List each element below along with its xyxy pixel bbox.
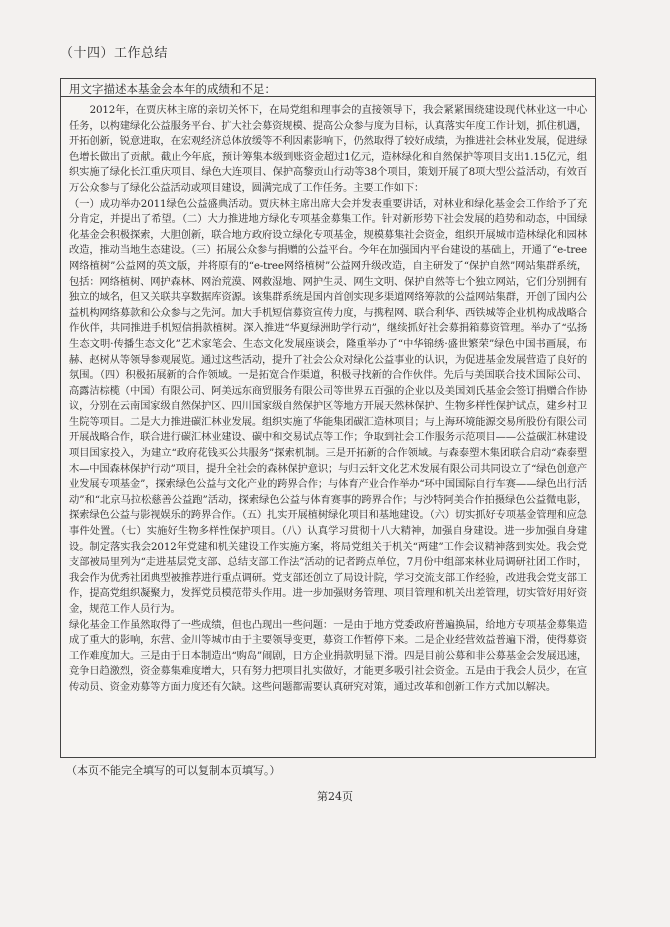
paragraph-problems: 绿化基金工作虽然取得了一些成绩，但也凸现出一些问题：一是由于地方党委政府普遍换届，给地方专项基金募集造成了重大的影响，东营、金川等城市由于主要领导变更，募资工作暂停下来。二是企业经营效益普遍下滑，使得募资工作难度加大。三是由于日本制造出“购岛”闹剧，日方企业捐款明显下滑。四是目前公募和非公募基金会发展迅速，竞争日趋激烈，资金募集难度增大，只有努力把项目扎实做好，才能更多吸引社会资金。五是由于我会人员少，在宣传动员、资金劝募等方面力度还有欠缺。这些问题都需要认真研究对策，通过改革和创新工作方式加以解决。 [69, 618, 587, 693]
summary-box [60, 78, 596, 758]
paragraph-intro: 2012年，在贾庆林主席的亲切关怀下，在局党组和理事会的直接领导下，我会紧紧围绕建设现代林业这一中心任务，以构建绿化公益服务平台、扩大社会募资规模、提高公众参与度为目标，认真落实年度工作计划，抓住机遇，开拓创新，锐意进取，在宏观经济总体放缓等不利因素影响下，仍然取得了较好成绩，为推进社会林业发展，促进绿色增长做出了贡献。截止今年底，预计筹集本级到账资金超过1亿元，造林绿化和自然保护等项目支出1.15亿元，组织实施了绿化长江重庆项目、绿色大连项目、保护高黎贡山行动等38个项目，策划开展了8项大型公益活动，有效百万公众参与了绿化公益活动或项目建设，圆满完成了工作任务。主要工作如下： [69, 104, 587, 194]
box-heading: 用文字描述本基金会本年的成绩和不足： [61, 79, 595, 97]
section-title: （十四）工作总结 [60, 46, 169, 61]
summary-body [61, 97, 595, 696]
page-number: 第24页 [317, 790, 353, 803]
paragraph-achievements: （一）成功举办2011绿色公益盛典活动。贾庆林主席出席大会并发表重要讲话，对林业和绿化基金会工作给予了充分肯定，并提出了希望。（二）大力推进地方绿化专项基金募集工作。针对新形势下社会发展的趋势和动态，中国绿化基金会积极探索，大胆创新，联合地方政府设立绿化专项基金，规模募集社会资金，组织开展城市造林绿化和园林改造，推动当地生态建设。（三）拓展公众参与捐赠的公益平台。今年在加强国内平台建设的基础上，开通了“e-tree网络植树”公益网的英文版，并将原有的“e-tree网络植树”公益网升级改造，自主研发了“保护自然”网站集群系统，包括：网络植树、网护森林、网治荒漠、网救湿地、网护生灵、网生文明、保护自然等七个独立网站，它们分别拥有独立的域名，但又关联共享数据库资源。该集群系统是国内首创实现多渠道网络筹款的公益网站集群，开创了国内公益机构网络募款和公众参与之先河。加大手机短信募资宣传力度，与携程网、联合利华、西铁城等企业机构成战略合作伙伴，共同推进手机短信捐款植树。深入推进“华夏绿洲助学行动”，继续抓好社会募捐箱募资管理。举办了“弘扬生态文明·传播生态文化”艺术家笔会、生态文化发展座谈会，隆重举办了“中华锦绣·盛世繁荣”绿色中国书画展，布赫、赵树从等领导参观展览。通过这些活动，提升了社会公众对绿化公益事业的认识，为促进基金发展营造了良好的氛围。（四）积极拓展新的合作领域。一是拓宽合作渠道，积极寻找新的合作伙伴。先后与美国联合技术国际公司、高露洁棕榄（中国）有限公司、阿美远东商贸服务有限公司等世界五百强的企业以及美国刘氏基金会签订捐赠合作协议，分别在云南国家级自然保护区、四川国家级自然保护区等地方开展天然林保护、生物多样性保护试点，建乡村卫生院等项目。二是大力推进碳汇林业发展。组织实施了华能集团碳汇造林项目；与上海环境能源交易所股份有限公司开展战略合作，联合进行碳汇林业建设、碳中和交易试点等工作；争取到社会工作服务示范项目——公益碳汇林建设项目国家投入，为建立“政府花钱买公共服务”探索机制。三是开拓新的合作领域。与森泰塑木集团联合启动“森泰塑木—中国森林保护行动”项目，提升全社会的森林保护意识；与归云轩文化艺术发展有限公司共同设立了“绿色创意产业发展专项基金”，探索绿色公益与文化产业的跨界合作；与体育产业合作举办“环中国国际自行车赛——绿色出行活动”和“北京马拉松慈善公益跑”活动，探索绿色公益与体育赛事的跨界合作；与沙特阿美合作拍摄绿色公益微电影，探索绿色公益与影视娱乐的跨界合作。（五）扎实开展植树绿化项目和基地建设。（六）切实抓好专项基金管理和应急事件处置。（七）实施好生物多样性保护项目。（八）认真学习贯彻十八大精神，加强自身建设。进一步加强自身建设。制定落实我会2012年党建和机关建设工作实施方案，将局党组关于机关“两建”工作会议精神落到实处。我会党支部被局里列为“走进基层党支部、总结支部工作法”活动的记者跨点单位，7月份中组部来林业局调研社团工作时，我会作为优秀社团典型被推荐进行重点调研。党支部还创立了局设计院，学习交流支部工作经验，改进我会党支部工作，提高党组织凝聚力，发挥党员模范带头作用。进一步加强财务管理、项目管理和机关出差管理，切实管好用好资金，规范工作人员行为。 [69, 197, 587, 615]
footnote: （本页不能完全填写的可以复制本页填写。） [66, 764, 281, 777]
